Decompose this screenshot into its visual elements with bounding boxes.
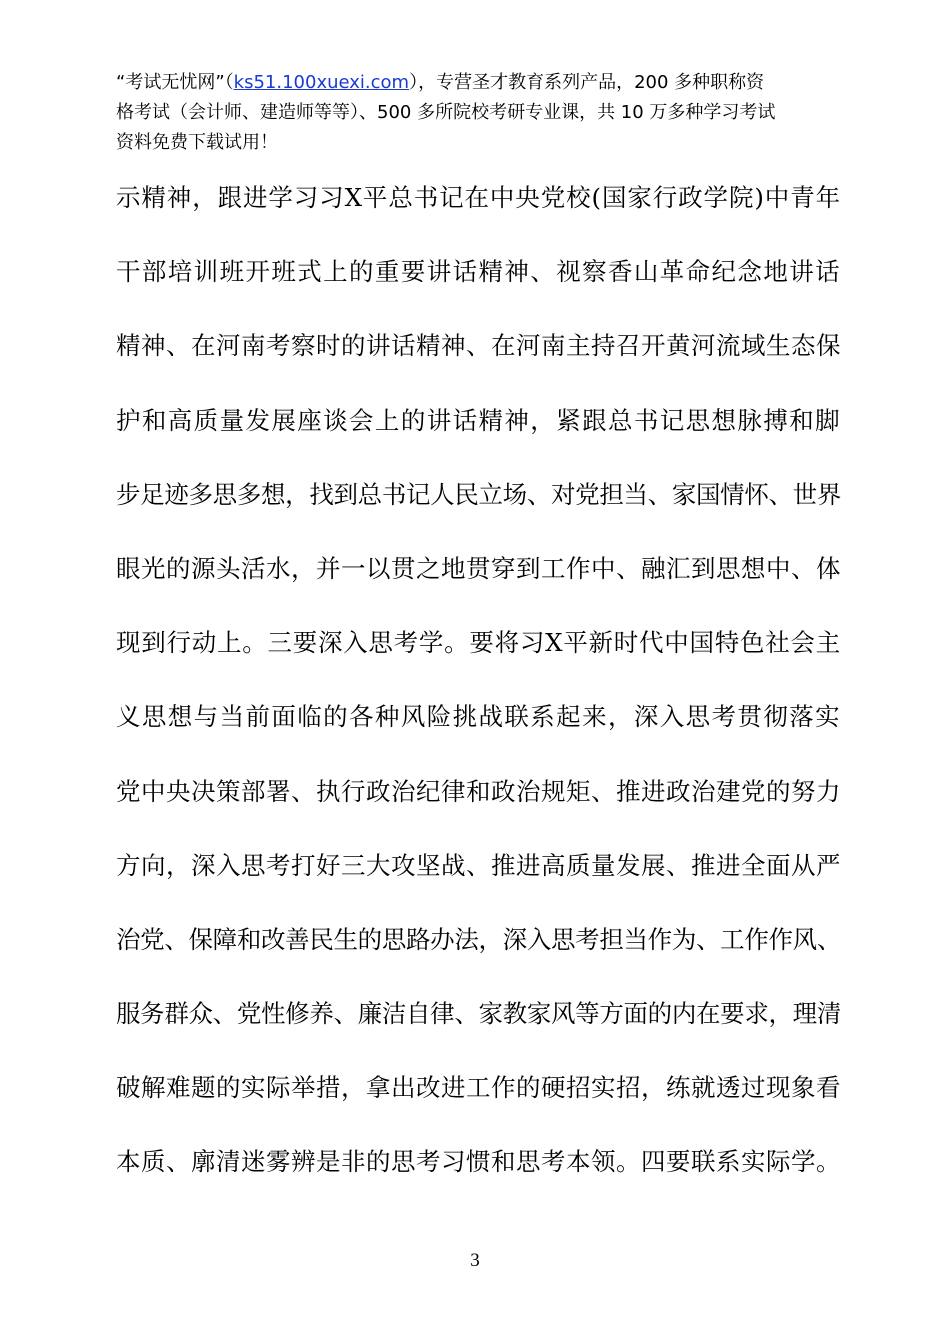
body-line: 精神、在河南考察时的讲话精神、在河南主持召开黄河流域生态保 [116, 331, 841, 361]
document-body [116, 178, 841, 1217]
body-line: 方向，深入思考打好三大攻坚战、推进高质量发展、推进全面从严 [116, 850, 841, 880]
website-link[interactable]: ks51.100xuexi.com [233, 72, 410, 93]
body-line: 破解难题的实际举措，拿出改进工作的硬招实招，练就透过现象看 [116, 1073, 841, 1103]
promo-header-suffix: ），专营圣才教育系列产品，200 多种职称资 [409, 72, 765, 93]
body-line: 现到行动上。三要深入思考学。要将习X平新时代中国特色社会主 [116, 628, 841, 658]
body-line: 党中央决策部署、执行政治纪律和政治规矩、推进政治建党的努力 [116, 776, 841, 806]
promo-header-line-2: 格考试（会计师、建造师等等）、500 多所院校考研专业课，共 10 万多种学习考试 [116, 102, 776, 123]
page-number: 3 [470, 1250, 480, 1271]
promo-header-line-1 [116, 68, 836, 98]
body-line: 护和高质量发展座谈会上的讲话精神，紧跟总书记思想脉搏和脚 [116, 405, 841, 435]
body-line: 示精神，跟进学习习X平总书记在中央党校(国家行政学院)中青年 [116, 183, 841, 212]
promo-header-prefix: “考试无忧网”（ [116, 72, 234, 93]
body-line: 步足迹多思多想，找到总书记人民立场、对党担当、家国情怀、世界 [116, 479, 841, 509]
body-line: 眼光的源头活水，并一以贯之地贯穿到工作中、融汇到思想中、体 [116, 553, 841, 583]
body-line: 服务群众、党性修养、廉洁自律、家教家风等方面的内在要求，理清 [116, 999, 841, 1029]
promo-header [116, 68, 836, 158]
body-line: 本质、廓清迷雾辨是非的思考习惯和思考本领。四要联系实际学。 [116, 1147, 841, 1177]
body-line: 干部培训班开班式上的重要讲话精神、视察香山革命纪念地讲话 [116, 257, 841, 287]
promo-header-line-3: 资料免费下载试用！ [116, 132, 278, 153]
body-line: 义思想与当前面临的各种风险挑战联系起来，深入思考贯彻落实 [116, 702, 841, 732]
body-line: 治党、保障和改善民生的思路办法，深入思考担当作为、工作作风、 [116, 924, 841, 954]
